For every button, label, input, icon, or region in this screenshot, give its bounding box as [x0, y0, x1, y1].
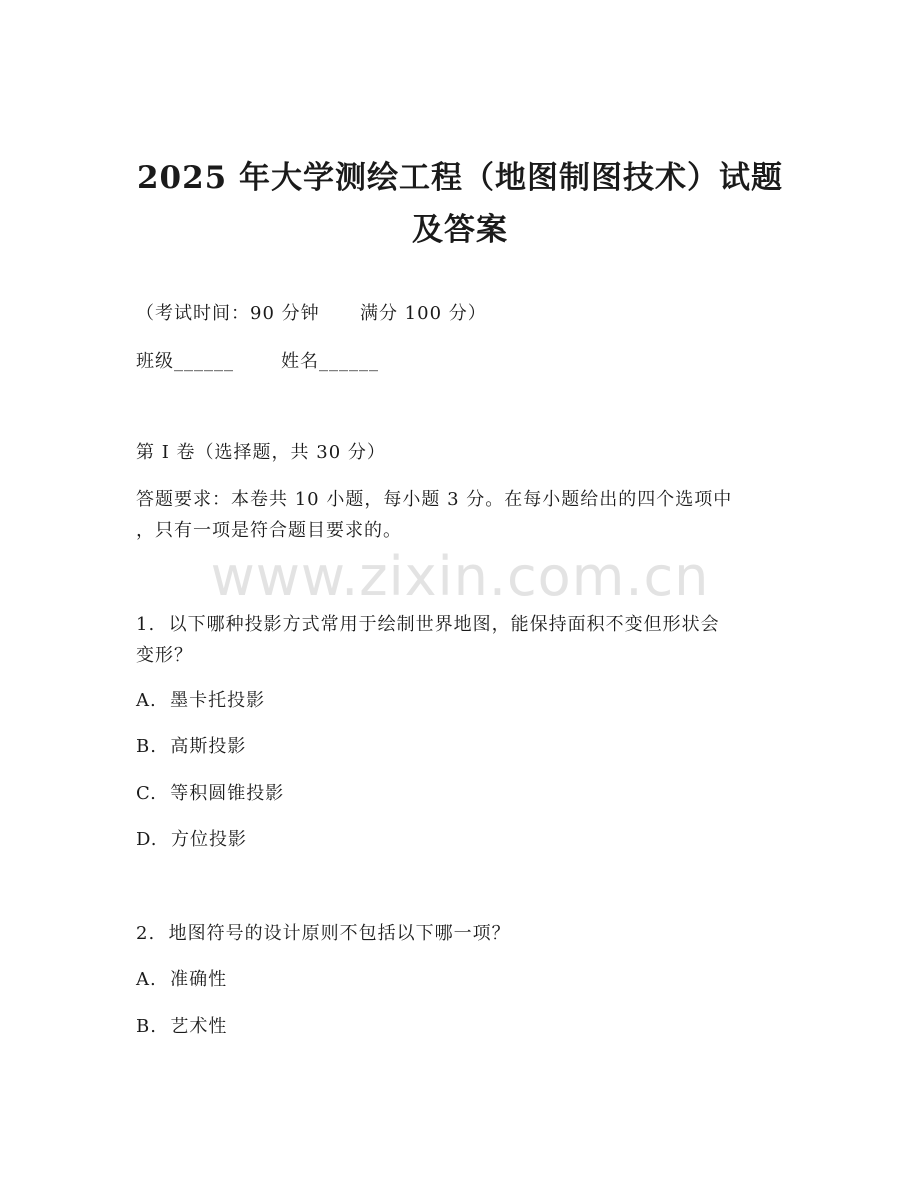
instructions-line-1: 答题要求：本卷共 10 小题，每小题 3 分。在每小题给出的四个选项中: [136, 489, 733, 510]
section-heading: 第 I 卷（选择题，共 30 分）: [136, 442, 386, 463]
option-b: B. 高斯投影: [136, 736, 247, 757]
student-fields: 班级______ 姓名______: [136, 351, 380, 372]
instructions-line-2: ，只有一项是符合题目要求的。: [136, 520, 402, 541]
option-a: A. 准确性: [136, 969, 228, 990]
question-stem-line-1: 2. 地图符号的设计原则不包括以下哪一项？: [136, 923, 511, 944]
option-b: B. 艺术性: [136, 1016, 228, 1037]
watermark: www.zixin.com.cn: [210, 545, 710, 608]
option-d: D. 方位投影: [136, 829, 247, 850]
document-title: [120, 152, 800, 256]
exam-info: （考试时间：90 分钟 满分 100 分）: [136, 303, 487, 324]
title-line-2: 及答案: [412, 212, 508, 248]
option-a: A. 墨卡托投影: [136, 690, 266, 711]
title-line-1: 2025 年大学测绘工程（地图制图技术）试题: [136, 160, 784, 196]
question-stem-line-2: 变形？: [136, 645, 193, 666]
option-c: C. 等积圆锥投影: [136, 783, 285, 804]
question-stem-line-1: 1. 以下哪种投影方式常用于绘制世界地图，能保持面积不变但形状会: [136, 614, 720, 635]
